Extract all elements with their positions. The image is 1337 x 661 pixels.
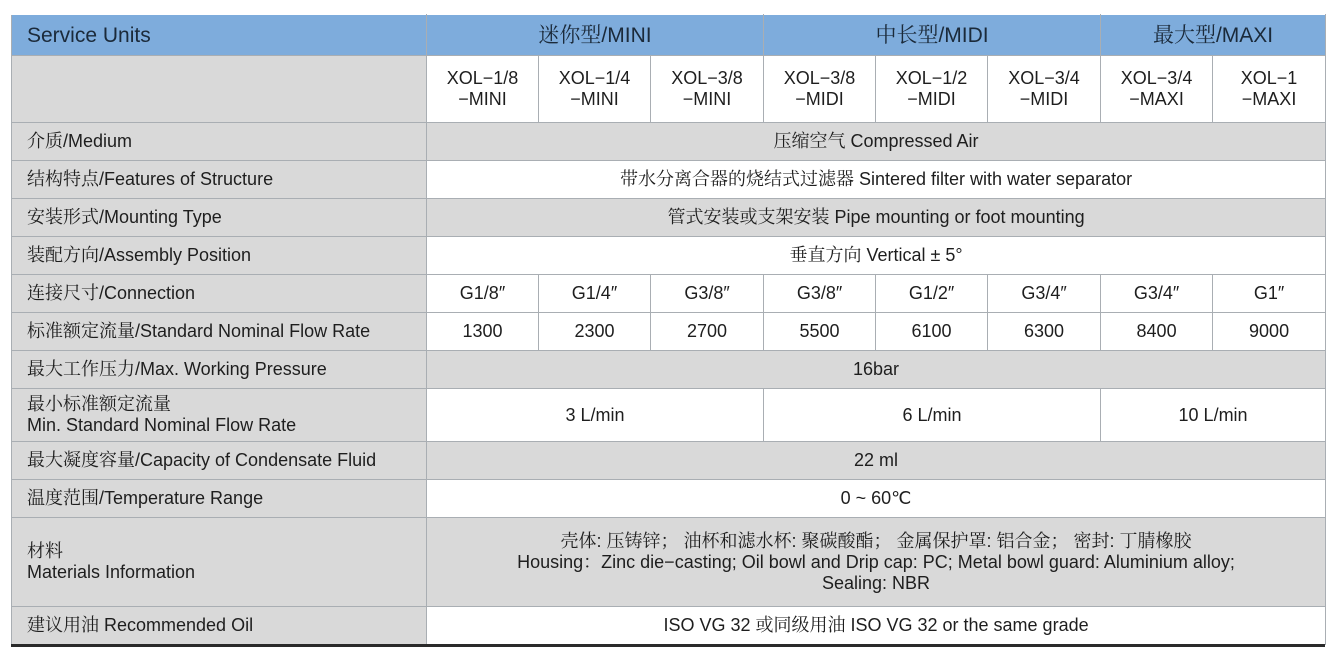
group-maxi: 最大型/MAXI — [1101, 15, 1326, 56]
structure-label: 结构特点/Features of Structure — [12, 161, 427, 199]
medium-label: 介质/Medium — [12, 123, 427, 161]
model-cell — [764, 56, 876, 123]
assembly-value: 垂直方向 Vertical ± 5° — [427, 237, 1326, 275]
model-cell — [1101, 56, 1213, 123]
condensate-row — [12, 442, 1326, 480]
model-name: XOL−3/8 — [671, 68, 743, 88]
connection-value: G3/8″ — [651, 275, 764, 313]
model-name: XOL−3/4 — [1008, 68, 1080, 88]
model-series: −MINI — [682, 89, 732, 109]
model-name: XOL−3/8 — [783, 68, 856, 88]
mounting-value: 管式安装或支架安装 Pipe mounting or foot mounting — [427, 199, 1326, 237]
connection-value: G1/8″ — [427, 275, 539, 313]
model-cell — [427, 56, 539, 123]
flow-value: 8400 — [1101, 313, 1213, 351]
mounting-label: 安装形式/Mounting Type — [12, 199, 427, 237]
table-bottom-rule — [11, 644, 1325, 647]
connection-value: G1/2″ — [876, 275, 988, 313]
model-row-label-blank — [12, 56, 427, 123]
minflow-label-cn: 最小标准额定流量 — [27, 394, 171, 414]
model-name: XOL−1/2 — [895, 68, 968, 88]
connection-label: 连接尺寸/Connection — [12, 275, 427, 313]
model-name: XOL−1 — [1240, 68, 1298, 88]
connection-value: G1″ — [1213, 275, 1326, 313]
temperature-row — [12, 480, 1326, 518]
group-midi: 中长型/MIDI — [764, 15, 1101, 56]
assembly-row — [12, 237, 1326, 275]
model-series: −MIDI — [907, 89, 956, 109]
flow-value: 2700 — [651, 313, 764, 351]
flow-row — [12, 313, 1326, 351]
model-series: −MAXI — [1129, 89, 1184, 109]
minflow-label-en: Min. Standard Nominal Flow Rate — [27, 415, 297, 435]
connection-row — [12, 275, 1326, 313]
medium-value: 压缩空气 Compressed Air — [427, 123, 1326, 161]
model-series: −MINI — [570, 89, 619, 109]
flow-value: 1300 — [427, 313, 539, 351]
mounting-row — [12, 199, 1326, 237]
flow-value: 6100 — [876, 313, 988, 351]
minflow-value-midi: 6 L/min — [764, 389, 1101, 442]
temperature-value: 0 ~ 60℃ — [427, 480, 1326, 518]
minflow-row — [12, 389, 1326, 442]
structure-value: 带水分离合器的烧结式过滤器 Sintered filter with water separator — [427, 161, 1326, 199]
model-name: XOL−3/4 — [1120, 68, 1193, 88]
model-name: XOL−1/8 — [446, 68, 519, 88]
pressure-label: 最大工作压力/Max. Working Pressure — [12, 351, 427, 389]
model-cell — [988, 56, 1101, 123]
model-series: −MAXI — [1241, 89, 1297, 109]
materials-line-en: Housing：Zinc die−casting; Oil bowl and Drip cap: PC; Metal bowl guard: Aluminium alloy; — [517, 551, 1235, 572]
pressure-row — [12, 351, 1326, 389]
materials-row — [12, 518, 1326, 607]
materials-label-en: Materials Information — [27, 562, 196, 582]
condensate-value: 22 ml — [427, 442, 1326, 480]
minflow-value-maxi: 10 L/min — [1101, 389, 1326, 442]
materials-line-sealing: Sealing: NBR — [822, 572, 931, 593]
pressure-value: 16bar — [427, 351, 1326, 389]
oil-row — [12, 607, 1326, 645]
model-cell — [539, 56, 651, 123]
service-units-table — [11, 14, 1326, 645]
materials-value — [427, 518, 1326, 607]
minflow-label — [12, 389, 427, 442]
materials-label-cn: 材料 — [27, 541, 63, 561]
group-mini: 迷你型/MINI — [427, 15, 764, 56]
header-row — [12, 15, 1326, 56]
medium-row — [12, 123, 1326, 161]
flow-label: 标准额定流量/Standard Nominal Flow Rate — [12, 313, 427, 351]
assembly-label: 装配方向/Assembly Position — [12, 237, 427, 275]
structure-row — [12, 161, 1326, 199]
oil-value: ISO VG 32 或同级用油 ISO VG 32 or the same grade — [427, 607, 1326, 645]
model-cell — [651, 56, 764, 123]
flow-value: 2300 — [539, 313, 651, 351]
model-cell — [876, 56, 988, 123]
materials-line-cn: 壳体: 压铸锌； 油杯和滤水杯: 聚碳酸酯； 金属保护罩: 铝合金； 密封: 丁腈橡胶 — [560, 530, 1192, 551]
model-cell — [1213, 56, 1326, 123]
model-series: −MINI — [458, 89, 507, 109]
connection-value: G3/4″ — [988, 275, 1101, 313]
flow-value: 9000 — [1213, 313, 1326, 351]
connection-value: G3/4″ — [1101, 275, 1213, 313]
temperature-label: 温度范围/Temperature Range — [12, 480, 427, 518]
minflow-value-mini: 3 L/min — [427, 389, 764, 442]
flow-value: 6300 — [988, 313, 1101, 351]
model-name: XOL−1/4 — [558, 68, 631, 88]
condensate-label: 最大凝度容量/Capacity of Condensate Fluid — [12, 442, 427, 480]
materials-label — [12, 518, 427, 607]
model-series: −MIDI — [1019, 89, 1069, 109]
connection-value: G1/4″ — [539, 275, 651, 313]
connection-value: G3/8″ — [764, 275, 876, 313]
flow-value: 5500 — [764, 313, 876, 351]
table-title: Service Units — [12, 15, 427, 56]
model-row — [12, 56, 1326, 123]
oil-label: 建议用油 Recommended Oil — [12, 607, 427, 645]
service-units-table-wrapper — [11, 14, 1325, 645]
model-series: −MIDI — [795, 89, 844, 109]
